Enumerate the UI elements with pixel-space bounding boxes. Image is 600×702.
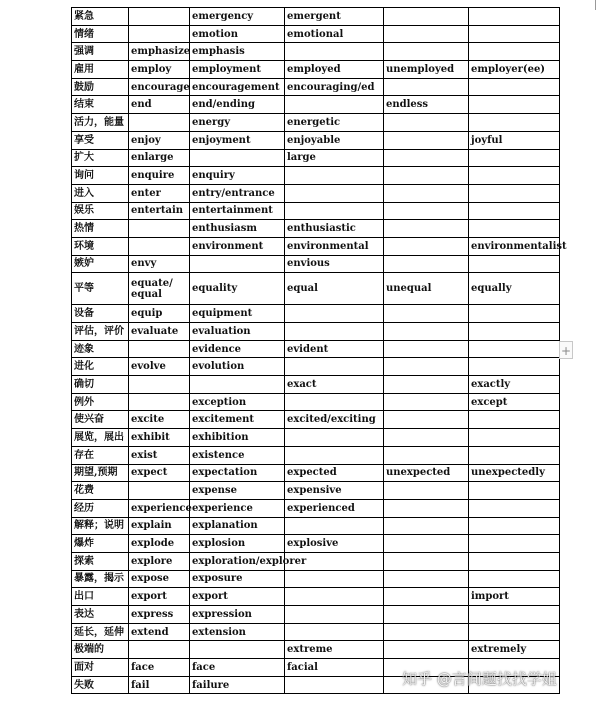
cell-verb: fail [129,676,190,694]
cell-noun: emphasis [190,43,285,61]
cell-adjective [285,202,384,220]
cell-chinese: 确切 [72,376,129,394]
cell-adjective: exact [285,376,384,394]
cell-verb: explain [129,517,190,535]
cell-noun: enquiry [190,167,285,185]
table-row [72,411,560,429]
cell-verb: evaluate [129,323,190,341]
cell-adjective [285,393,384,411]
vocabulary-table-body [72,8,567,694]
cell-negative [384,237,469,255]
table-row [72,220,560,238]
table-row [72,273,560,305]
cell-verb: employ [129,61,190,79]
table-row [72,340,560,358]
cell-negative: unequal [384,273,469,305]
table-row [72,393,560,411]
cell-other: extremely [469,641,560,659]
table-row [72,61,560,79]
cell-negative [384,167,469,185]
table-row [72,552,560,570]
cell-verb: equip [129,305,190,323]
cell-chinese: 设备 [72,305,129,323]
cell-negative [384,323,469,341]
cell-other [469,78,560,96]
cell-chinese: 解释；说明 [72,517,129,535]
cell-negative [384,220,469,238]
cell-negative: unemployed [384,61,469,79]
table-row [72,255,560,273]
cell-negative [384,499,469,517]
cell-verb [129,393,190,411]
cell-adjective: extreme [285,641,384,659]
cell-chinese: 平等 [72,273,129,305]
cell-noun: existence [190,446,285,464]
table-row [72,464,560,482]
cell-other: unexpectedly [469,464,560,482]
cell-other [469,114,560,132]
cell-other [469,8,560,26]
cell-negative [384,305,469,323]
cell-other [469,202,560,220]
table-row [72,499,560,517]
cell-noun [190,641,285,659]
cell-chinese: 爆炸 [72,535,129,553]
cell-negative [384,202,469,220]
cell-adjective [285,588,384,606]
cell-negative [384,446,469,464]
cell-verb: export [129,588,190,606]
cell-verb: emphasize [129,43,190,61]
cell-noun: enjoyment [190,131,285,149]
cell-adjective [285,429,384,447]
cell-verb: enlarge [129,149,190,167]
cell-verb: equate/ equal [129,273,190,305]
cell-noun: end/ending [190,96,285,114]
cell-other [469,96,560,114]
cell-noun: face [190,659,285,677]
cell-other: except [469,393,560,411]
cell-chinese: 情绪 [72,25,129,43]
cell-noun [190,149,285,167]
cell-chinese: 嫉妒 [72,255,129,273]
cell-other [469,623,560,641]
table-row [72,358,560,376]
cell-noun [190,255,285,273]
cell-verb [129,8,190,26]
cell-verb: expect [129,464,190,482]
cell-chinese: 使兴奋 [72,411,129,429]
cell-verb [129,641,190,659]
cell-chinese: 面对 [72,659,129,677]
table-row [72,323,560,341]
table-row [72,588,560,606]
table-row [72,8,560,26]
table-row [72,43,560,61]
cell-negative [384,149,469,167]
watermark: 知乎 @言间题找找学姐 [402,670,557,688]
cell-negative: endless [384,96,469,114]
cell-adjective [285,517,384,535]
cell-verb: enjoy [129,131,190,149]
cell-noun: expense [190,482,285,500]
cell-verb: enter [129,184,190,202]
cell-negative [384,535,469,553]
cell-other [469,535,560,553]
cell-other: environmentalist [469,237,560,255]
cell-noun: exploration/explorer [190,552,285,570]
cell-other [469,255,560,273]
page-edge-mark [595,0,596,10]
cell-other [469,482,560,500]
cell-adjective: large [285,149,384,167]
cell-noun: evidence [190,340,285,358]
cell-adjective [285,305,384,323]
cell-noun: explosion [190,535,285,553]
cell-other [469,305,560,323]
cell-noun [190,376,285,394]
cell-other [469,552,560,570]
cell-noun: emergency [190,8,285,26]
cell-verb: explore [129,552,190,570]
cell-noun: evolution [190,358,285,376]
cell-adjective [285,167,384,185]
cell-negative [384,588,469,606]
cell-other [469,411,560,429]
cell-negative [384,131,469,149]
cell-chinese: 热情 [72,220,129,238]
cell-chinese: 存在 [72,446,129,464]
cell-chinese: 进入 [72,184,129,202]
cell-noun: exception [190,393,285,411]
cell-chinese: 失败 [72,676,129,694]
cell-chinese: 暴露，揭示 [72,570,129,588]
table-row [72,25,560,43]
cell-other: employer(ee) [469,61,560,79]
cell-negative [384,482,469,500]
cell-noun: entertainment [190,202,285,220]
cell-adjective [285,570,384,588]
cell-noun: expectation [190,464,285,482]
cell-negative [384,623,469,641]
cell-other [469,43,560,61]
cell-verb: end [129,96,190,114]
cell-negative [384,376,469,394]
cell-other [469,606,560,624]
cell-verb [129,376,190,394]
cell-adjective [285,43,384,61]
table-row [72,376,560,394]
cell-verb: express [129,606,190,624]
cell-adjective [285,676,384,694]
table-row [72,149,560,167]
cell-adjective: evident [285,340,384,358]
table-row [72,482,560,500]
cell-noun: exposure [190,570,285,588]
cell-adjective: emotional [285,25,384,43]
cell-noun: excitement [190,411,285,429]
cell-other [469,446,560,464]
cell-negative [384,25,469,43]
cell-verb: experience [129,499,190,517]
cell-adjective: facial [285,659,384,677]
cell-other [469,167,560,185]
table-row [72,570,560,588]
cell-negative [384,114,469,132]
cell-noun: failure [190,676,285,694]
cell-noun: experience [190,499,285,517]
cell-chinese: 展览，展出 [72,429,129,447]
cell-chinese: 扩大 [72,149,129,167]
cell-chinese: 出口 [72,588,129,606]
cell-negative [384,517,469,535]
cell-adjective: expected [285,464,384,482]
cell-chinese: 活力，能量 [72,114,129,132]
cell-noun: energy [190,114,285,132]
cell-chinese: 花费 [72,482,129,500]
cell-adjective [285,606,384,624]
cell-verb: expose [129,570,190,588]
cell-verb: excite [129,411,190,429]
cell-adjective: envious [285,255,384,273]
cell-verb [129,25,190,43]
cell-other: joyful [469,131,560,149]
cell-other [469,429,560,447]
cell-other [469,25,560,43]
expand-button[interactable]: + [559,341,573,359]
cell-noun: evaluation [190,323,285,341]
cell-chinese: 询问 [72,167,129,185]
cell-verb: envy [129,255,190,273]
cell-other [469,149,560,167]
cell-verb [129,114,190,132]
cell-negative [384,641,469,659]
cell-noun: encouragement [190,78,285,96]
cell-verb [129,220,190,238]
cell-adjective: employed [285,61,384,79]
cell-negative [384,570,469,588]
cell-other [469,499,560,517]
cell-adjective: encouraging/ed [285,78,384,96]
cell-adjective [285,623,384,641]
cell-adjective: energetic [285,114,384,132]
cell-chinese: 紧急 [72,8,129,26]
cell-adjective [285,358,384,376]
cell-chinese: 极端的 [72,641,129,659]
cell-noun: extension [190,623,285,641]
cell-other [469,220,560,238]
cell-noun: environment [190,237,285,255]
cell-negative [384,552,469,570]
cell-chinese: 延长，延伸 [72,623,129,641]
cell-noun: enthusiasm [190,220,285,238]
cell-verb: face [129,659,190,677]
cell-verb: exist [129,446,190,464]
cell-noun: exhibition [190,429,285,447]
cell-noun: explanation [190,517,285,535]
cell-noun: equipment [190,305,285,323]
cell-adjective: equal [285,273,384,305]
cell-chinese: 评估，评价 [72,323,129,341]
cell-negative [384,358,469,376]
table-row [72,131,560,149]
cell-negative [384,429,469,447]
cell-chinese: 表达 [72,606,129,624]
cell-noun: entry/entrance [190,184,285,202]
table-row [72,623,560,641]
cell-chinese: 享受 [72,131,129,149]
cell-chinese: 探索 [72,552,129,570]
cell-other [469,570,560,588]
cell-adjective: excited/exciting [285,411,384,429]
cell-verb: exhibit [129,429,190,447]
cell-other: exactly [469,376,560,394]
cell-adjective: enthusiastic [285,220,384,238]
cell-chinese: 结束 [72,96,129,114]
cell-negative: unexpected [384,464,469,482]
cell-chinese: 例外 [72,393,129,411]
table-row [72,202,560,220]
cell-adjective: experienced [285,499,384,517]
cell-other [469,184,560,202]
table-row [72,167,560,185]
cell-other: import [469,588,560,606]
cell-adjective: environmental [285,237,384,255]
cell-adjective [285,96,384,114]
cell-verb: explode [129,535,190,553]
table-row [72,606,560,624]
cell-negative [384,78,469,96]
cell-chinese: 娱乐 [72,202,129,220]
cell-adjective: emergent [285,8,384,26]
cell-other: equally [469,273,560,305]
cell-adjective: expensive [285,482,384,500]
cell-chinese: 经历 [72,499,129,517]
table-row [72,429,560,447]
cell-verb: encourage [129,78,190,96]
table-row [72,517,560,535]
table-row [72,535,560,553]
cell-negative [384,340,469,358]
cell-noun: employment [190,61,285,79]
cell-verb: evolve [129,358,190,376]
cell-adjective [285,446,384,464]
cell-adjective: enjoyable [285,131,384,149]
cell-noun: expression [190,606,285,624]
cell-negative [384,8,469,26]
vocabulary-table [71,7,567,694]
table-row [72,305,560,323]
cell-chinese: 迹象 [72,340,129,358]
cell-other [469,323,560,341]
cell-verb [129,340,190,358]
cell-chinese: 强调 [72,43,129,61]
cell-chinese: 环境 [72,237,129,255]
table-row [72,641,560,659]
cell-noun: export [190,588,285,606]
cell-adjective: explosive [285,535,384,553]
cell-verb: enquire [129,167,190,185]
cell-adjective [285,323,384,341]
cell-noun: emotion [190,25,285,43]
cell-negative [384,43,469,61]
cell-verb [129,482,190,500]
table-row [72,96,560,114]
cell-chinese: 鼓励 [72,78,129,96]
cell-verb: extend [129,623,190,641]
cell-chinese: 期望,预期 [72,464,129,482]
table-row [72,237,560,255]
cell-verb: entertain [129,202,190,220]
table-row [72,114,560,132]
cell-other [469,358,560,376]
cell-other [469,340,560,358]
cell-negative [384,255,469,273]
cell-negative [384,606,469,624]
cell-chinese: 雇用 [72,61,129,79]
cell-noun: equality [190,273,285,305]
table-row [72,78,560,96]
table-row [72,446,560,464]
cell-negative [384,184,469,202]
cell-negative [384,393,469,411]
cell-chinese: 进化 [72,358,129,376]
cell-negative [384,411,469,429]
cell-verb [129,237,190,255]
table-row [72,184,560,202]
cell-adjective [285,184,384,202]
cell-other [469,517,560,535]
